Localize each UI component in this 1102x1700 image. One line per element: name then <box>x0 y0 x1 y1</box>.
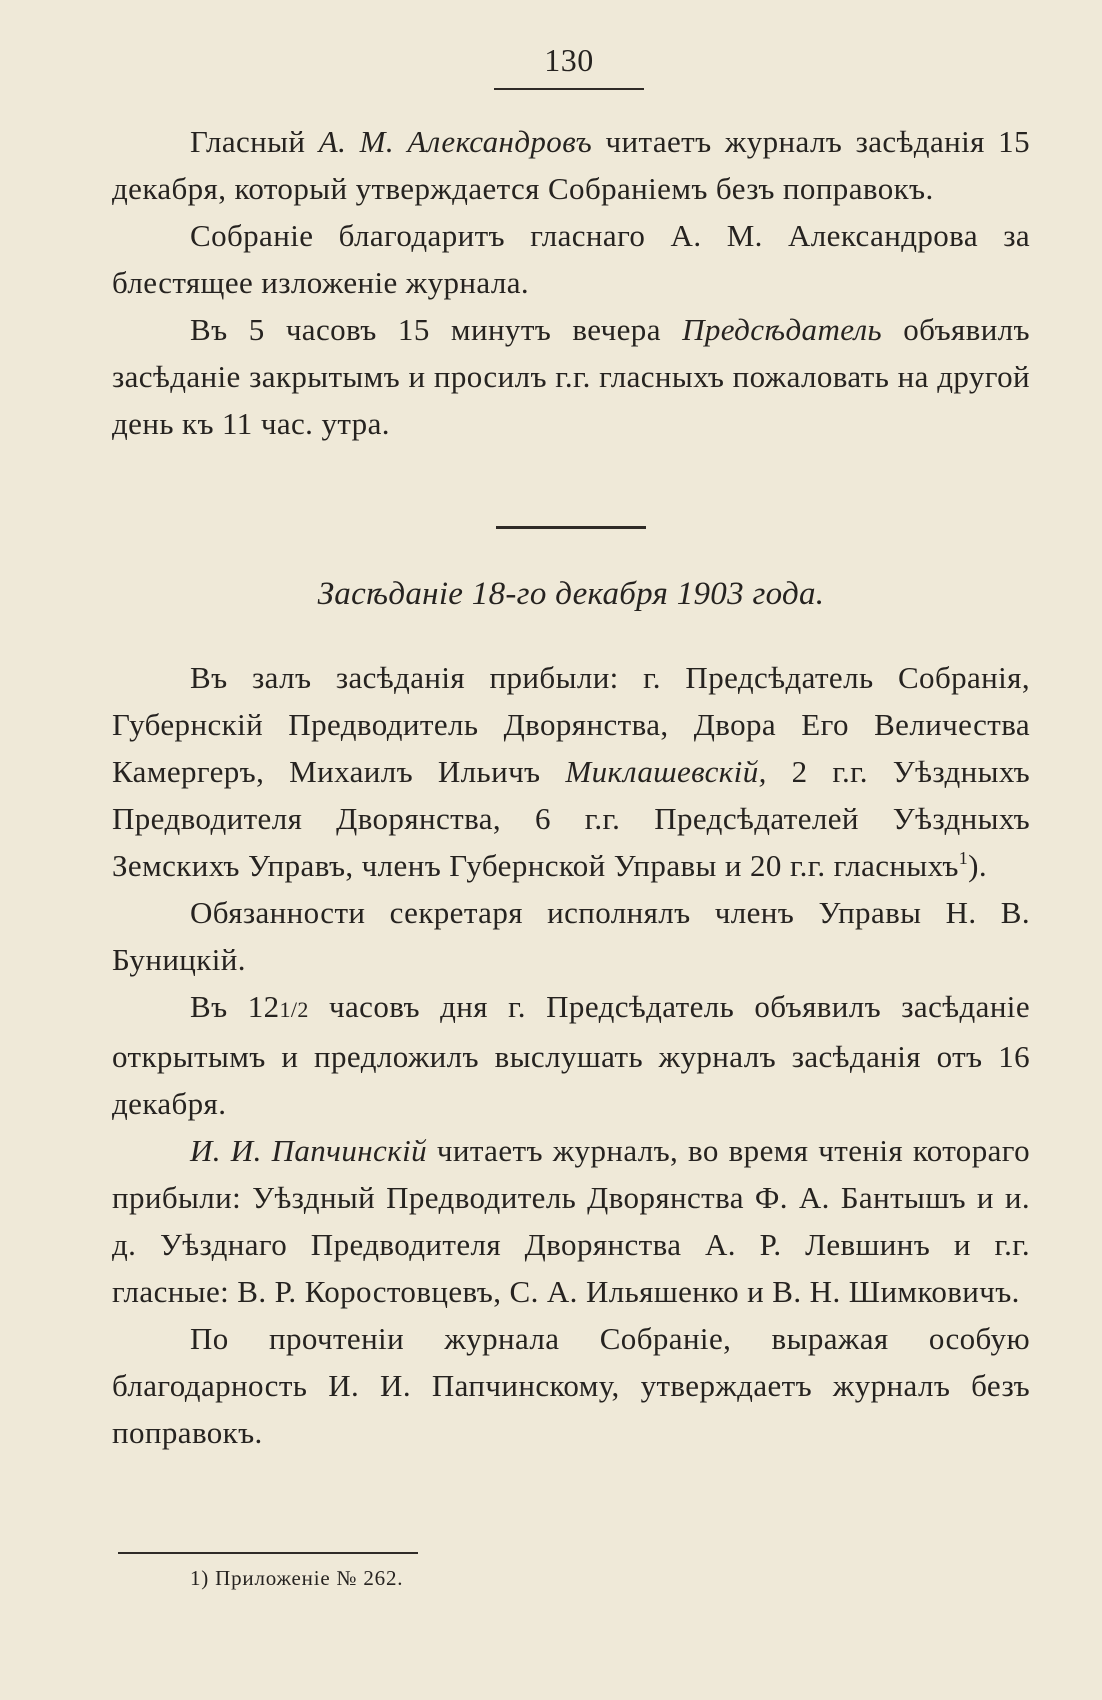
paragraph-attendance: Въ залъ засѣданія прибыли: г. Предсѣдатель Собранія, Губернскій Предводитель Дворянства, Двора Его Величества Камергеръ, Михаилъ Ильичъ Миклашевскій, 2 г.г. Уѣздныхъ Предводителя Дворянства, 6 г.г. Предсѣдателей Уѣздныхъ Земскихъ Управъ, членъ Губернской Управы и 20 г.г. гласныхъ$^1$). <box>112 660 1031 883</box>
page-number: 130 <box>544 42 594 78</box>
paragraph-opening: Въ 121/2 часовъ дня г. Предсѣдатель объявилъ засѣданіе открытымъ и предложилъ выслушать журналъ засѣданія отъ 16 декабря. <box>112 989 1030 1121</box>
speaker-name: А. М. Александровъ <box>318 124 593 159</box>
session-title: Засѣданіе 18-го декабря 1903 года. <box>317 576 825 612</box>
chairman-surname: Миклашевскій, <box>565 754 767 789</box>
paragraph-journal-read: Гласный А. М. Александровъ читаетъ журналъ засѣданія 15 декабря, который утверждается Собраніемъ безъ поправокъ. <box>112 124 1030 206</box>
previous-session-ending <box>112 118 1030 447</box>
half-fraction: 1/2 <box>279 997 309 1022</box>
page-number-rule <box>494 88 644 90</box>
footnote-marker: 1 <box>958 848 969 868</box>
footnote-rule <box>118 1552 418 1554</box>
paragraph-closing: Въ 5 часовъ 15 минутъ вечера Предсѣдатель объявилъ засѣданіе закрытымъ и просилъ г.г. гласныхъ пожаловать на другой день къ 11 час. утра. <box>112 312 1030 441</box>
section-separator <box>496 526 646 529</box>
paragraph-approval: По прочтеніи журнала Собраніе, выражая особую благодарность И. И. Папчинскому, утверждаетъ журналъ безъ поправокъ. <box>112 1321 1030 1450</box>
paragraph-thanks: Собраніе благодаритъ гласнаго А. М. Александрова за блестящее изложеніе журнала. <box>112 218 1030 300</box>
chairman-label: Предсѣдатель <box>682 312 883 347</box>
paragraph-reading: И. И. Папчинскій читаетъ журналъ, во время чтенія котораго прибыли: Уѣздный Предводитель Дворянства Ф. А. Бантышъ и и. д. Уѣзднаго Предводителя Дворянства А. Р. Левшинъ и г.г. гласные: В. Р. Коростовцевъ, С. А. Ильяшенко и В. Н. Шимковичъ. <box>112 1133 1030 1309</box>
session-body <box>112 654 1030 1456</box>
paragraph-secretary: Обязанности секретаря исполнялъ членъ Управы Н. В. Буницкій. <box>112 895 1030 977</box>
footnote: 1) Приложеніе № 262. <box>190 1566 404 1590</box>
reader-name: И. И. Папчинскій <box>190 1133 428 1168</box>
